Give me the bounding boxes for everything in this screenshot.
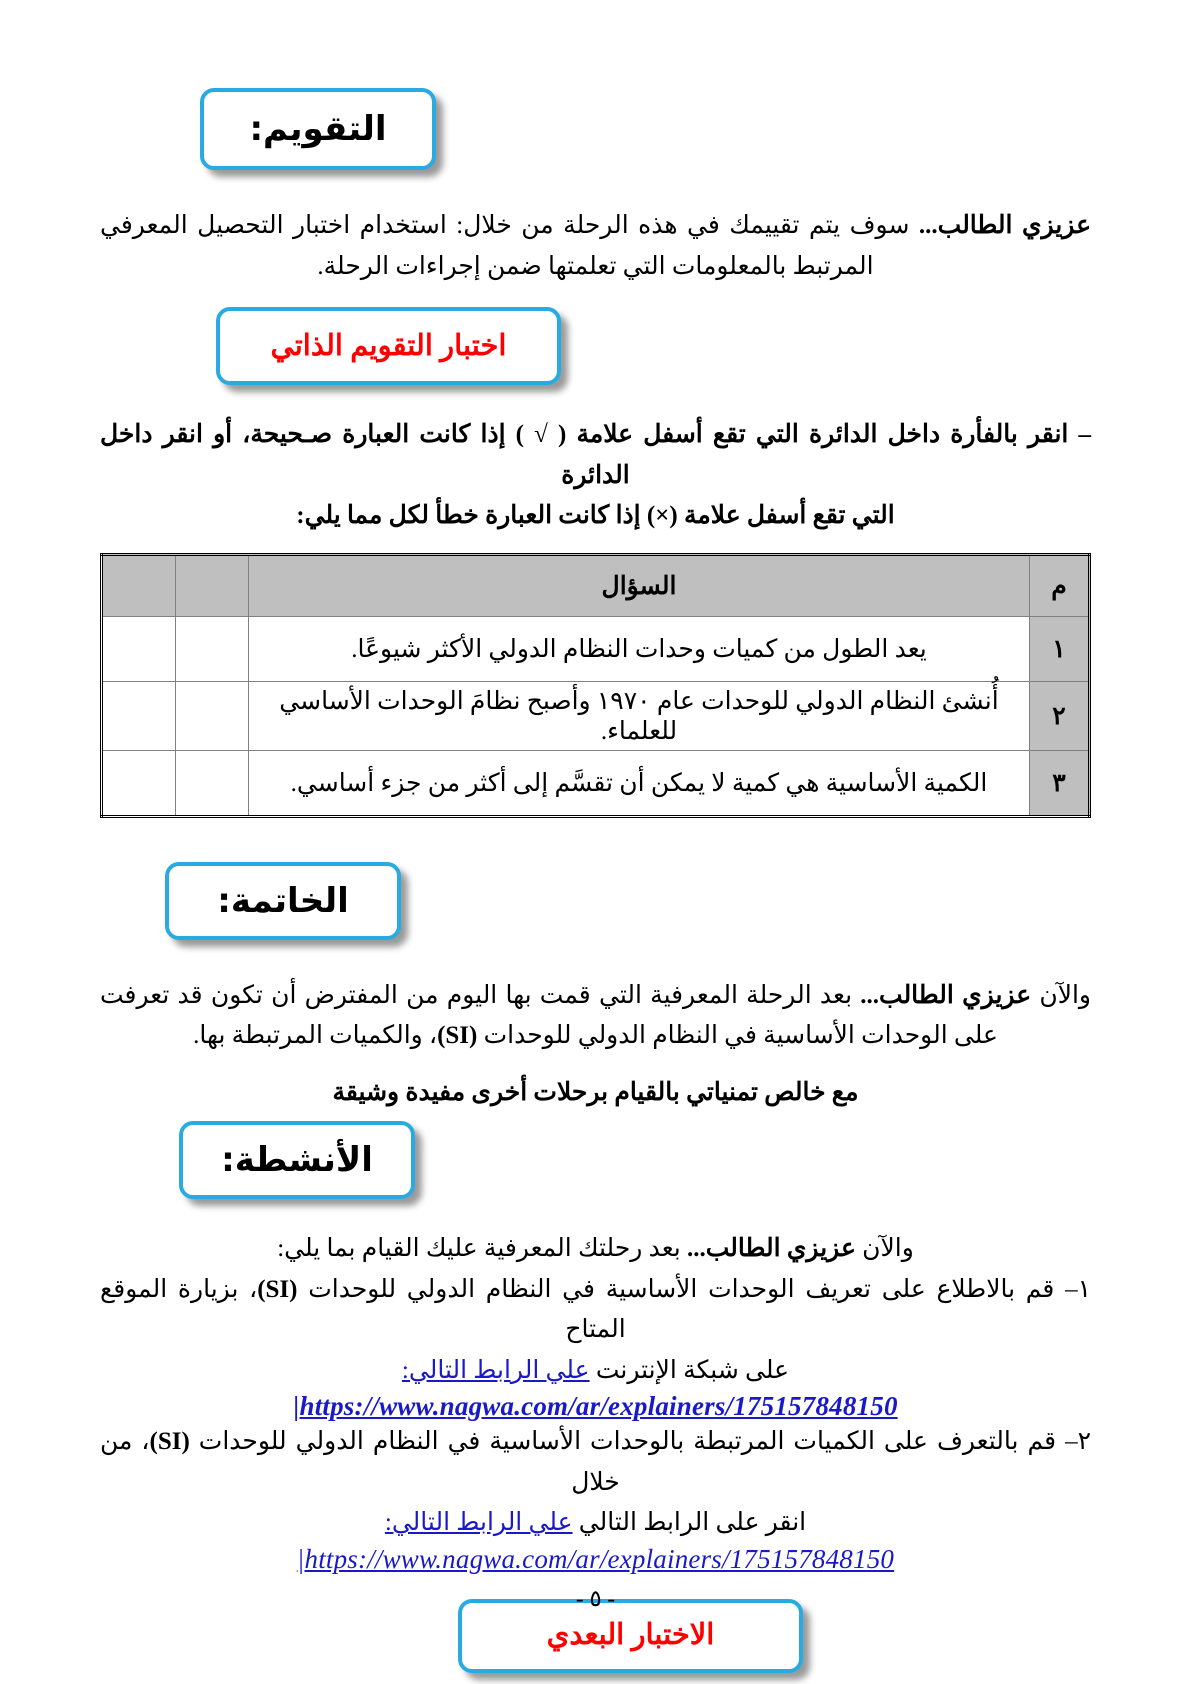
evaluation-paragraph — [100, 206, 1091, 287]
self-test-table — [100, 553, 1091, 818]
table-row — [102, 681, 1090, 750]
table-cell-number: ٣ — [1030, 750, 1090, 816]
section-header-evaluation-row — [100, 88, 1091, 170]
evaluation-paragraph-lead: عزيزي الطالب... — [918, 212, 1092, 239]
section-header-self-test-label: اختبار التقويم الذاتي — [270, 329, 507, 362]
table-cell-answer-true[interactable] — [176, 616, 249, 681]
table-cell-question: الكمية الأساسية هي كمية لا يمكن أن تقسَّم إلى أكثر من جزء أساسي. — [249, 750, 1030, 816]
activities-intro-rest: بعد رحلتك المعرفية عليك القيام بما يلي: — [277, 1235, 687, 1262]
activity-item-1-inline-link[interactable]: علي الرابط التالي: — [401, 1356, 590, 1384]
table-header-question: السؤال — [249, 554, 1030, 616]
page-number: - ٥ - — [575, 1586, 616, 1611]
table-header-mark-true — [176, 554, 249, 616]
activities-intro-lead: عزيزي الطالب... — [687, 1235, 856, 1262]
activity-item-2-line2-prefix: انقر على الرابط التالي — [572, 1509, 807, 1536]
conclusion-paragraph-prefix: والآن — [1031, 981, 1092, 1009]
table-row — [102, 750, 1090, 816]
table-cell-number: ٢ — [1030, 681, 1090, 750]
conclusion-paragraph-tail: ، والكميات المرتبطة بها. — [193, 1022, 438, 1049]
activities-intro-prefix: والآن — [855, 1235, 914, 1262]
activity-item-1-text-before: قم بالاطلاع على تعريف الوحدات الأساسية في النظام الدولي للوحدات — [297, 1275, 1066, 1303]
activity-item-2-number: ٢– — [1065, 1428, 1091, 1455]
activity-item-1-si: (SI) — [257, 1275, 298, 1303]
section-header-self-test — [216, 307, 561, 385]
table-cell-answer-true[interactable] — [176, 750, 249, 816]
activities-intro — [100, 1229, 1091, 1270]
activity-item-2-url[interactable]: |https://www.nagwa.com/ar/explainers/175157848150 — [296, 1543, 895, 1574]
conclusion-paragraph-rest: بعد الرحلة المعرفية التي قمت بها اليوم من المفترض أن تكون قد تعرفت على الوحدات الأساسية في النظام الدولي للوحدات — [100, 981, 998, 1049]
section-header-conclusion-label: الخاتمة: — [217, 880, 349, 921]
section-header-post-test-label: الاختبار البعدي — [546, 1619, 715, 1651]
self-test-table-body — [102, 616, 1090, 816]
evaluation-paragraph-rest: سوف يتم تقييمك في هذه الرحلة من خلال: استخدام اختبار التحصيل المعرفي المرتبط بالمعلومات التي تعلمتها ضمن إجراءات الرحلة. — [100, 212, 919, 280]
table-cell-answer-false[interactable] — [102, 750, 176, 816]
activity-item-2-text-after: ، من خلال — [100, 1428, 620, 1496]
self-test-table-head — [102, 554, 1090, 616]
section-header-activities-label: الأنشطة: — [221, 1140, 373, 1180]
conclusion-paragraph — [100, 976, 1091, 1057]
self-test-instruction-line-1: – انقر بالفأرة داخل الدائرة التي تقع أسفل علامة ( √ ) إذا كانت العبارة صـحيحة، أو انقر داخل الدائرة — [100, 421, 1091, 489]
activity-item-1 — [100, 1270, 1091, 1351]
conclusion-closing-wish: مع خالص تمنياتي بالقيام برحلات أخرى مفيدة وشيقة — [332, 1078, 859, 1106]
table-header-number: م — [1030, 554, 1090, 616]
table-cell-question: يعد الطول من كميات وحدات النظام الدولي الأكثر شيوعًا. — [249, 616, 1030, 681]
activity-item-1-line2-prefix: على شبكة الإنترنت — [589, 1356, 790, 1384]
activity-item-1-text-after: ، بزيارة الموقع المتاح — [100, 1275, 626, 1343]
conclusion-paragraph-lead: عزيزي الطالب... — [860, 981, 1032, 1009]
section-header-conclusion — [165, 862, 401, 940]
section-header-activities — [179, 1121, 415, 1199]
section-header-activities-row — [100, 1121, 1091, 1199]
activity-item-2-inline-link[interactable]: علي الرابط التالي: — [384, 1509, 573, 1536]
table-row — [102, 616, 1090, 681]
table-cell-answer-true[interactable] — [176, 681, 249, 750]
activity-item-1-number: ١– — [1065, 1275, 1091, 1303]
section-header-conclusion-row — [100, 862, 1091, 940]
activity-item-1-line2 — [100, 1351, 1091, 1392]
table-cell-answer-false[interactable] — [102, 616, 176, 681]
table-header-row — [102, 554, 1090, 616]
section-header-self-test-row — [100, 307, 1091, 385]
table-cell-number: ١ — [1030, 616, 1090, 681]
table-cell-answer-false[interactable] — [102, 681, 176, 750]
activity-item-2-line2 — [100, 1503, 1091, 1544]
conclusion-si-abbreviation: (SI) — [437, 1022, 478, 1049]
self-test-instruction-line-2: التي تقع أسفل علامة (×) إذا كانت العبارة خطأ لكل مما يلي: — [296, 502, 895, 529]
activity-item-2-text-before: قم بالتعرف على الكميات المرتبطة بالوحدات الأساسية في النظام الدولي للوحدات — [189, 1428, 1066, 1455]
section-header-evaluation-label: التقويم: — [249, 109, 387, 149]
activity-item-2 — [100, 1422, 1091, 1503]
table-header-mark-false — [102, 554, 176, 616]
activity-item-1-url[interactable]: |https://www.nagwa.com/ar/explainers/175157848150 — [293, 1391, 898, 1421]
activity-item-2-si: (SI) — [149, 1428, 190, 1455]
section-header-evaluation — [200, 88, 436, 170]
table-cell-question: أُنشئ النظام الدولي للوحدات عام ١٩٧٠ وأصبح نظامَ الوحدات الأساسي للعلماء. — [249, 681, 1030, 750]
